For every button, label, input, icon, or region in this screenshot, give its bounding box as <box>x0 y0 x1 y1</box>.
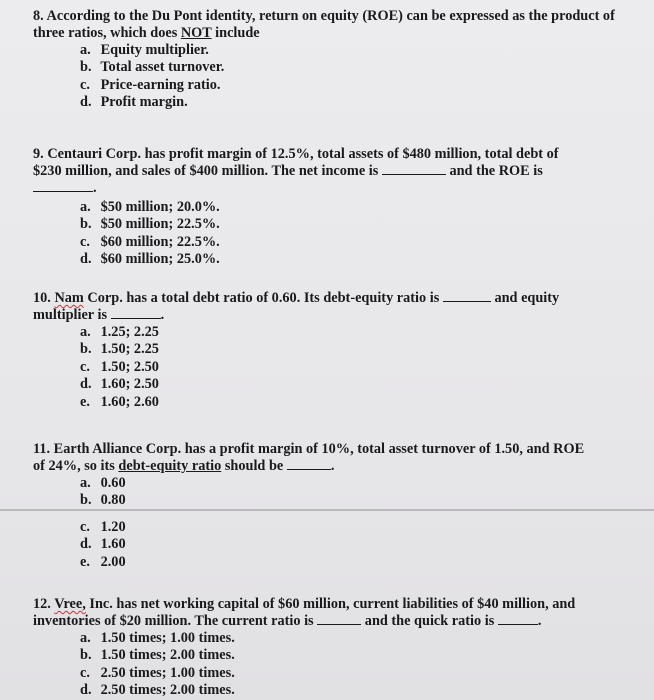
question-9-stem: 9. Centauri Corp. has profit margin of 12.5%, total assets of $480 million, total debt of $230 million, and sales of $400 million. The net income is and the ROE is . <box>33 146 559 196</box>
option-item: c. $60 million; 22.5%. <box>80 233 220 250</box>
answer-blank <box>382 163 446 175</box>
question-11-options-bottom <box>33 519 633 571</box>
option-item: d. $60 million; 25.0%. <box>80 251 220 268</box>
option-item: b. 0.80 <box>80 492 126 509</box>
option-item: e. 1.60; 2.60 <box>80 393 159 410</box>
question-12 <box>33 596 633 700</box>
option-item: e. 2.00 <box>80 553 126 570</box>
option-item: b. 1.50 times; 2.00 times. <box>80 647 235 664</box>
option-item: a. 0.60 <box>80 475 126 491</box>
question-10 <box>33 290 633 411</box>
question-9 <box>33 146 633 269</box>
answer-blank <box>33 180 93 192</box>
answer-blank <box>498 613 538 625</box>
question-11 <box>33 441 633 510</box>
option-item: b. Total asset turnover. <box>80 59 225 76</box>
answer-blank <box>317 613 361 625</box>
option-item: b. 1.50; 2.25 <box>80 341 159 358</box>
question-12-options <box>33 630 633 700</box>
option-item: a. 1.25; 2.25 <box>80 324 159 340</box>
question-11-stem: 11. Earth Alliance Corp. has a profit margin of 10%, total asset turnover of 1.50, and ROE of 24%, so its debt-equity ratio should be . <box>33 441 585 474</box>
option-item: c. 1.50; 2.50 <box>80 358 159 375</box>
question-11-continued <box>33 519 633 571</box>
question-9-options <box>33 199 633 269</box>
option-item: c. 2.50 times; 1.00 times. <box>80 664 235 681</box>
question-12-stem: 12. Vree, Inc. has net working capital of $60 million, current liabilities of $40 million, and inventories of $20 million. The current ratio is and the quick ratio is . <box>33 596 576 629</box>
option-item: c. Price-earning ratio. <box>80 76 221 93</box>
question-10-stem: 10. Nam Corp. has a total debt ratio of 0.60. Its debt-equity ratio is and equity multiplier is . <box>33 290 560 323</box>
option-item: d. 1.60 <box>80 536 126 553</box>
option-item: d. Profit margin. <box>80 94 188 111</box>
option-item: a. $50 million; 20.0%. <box>80 199 220 215</box>
question-8-stem: 8. According to the Du Pont identity, return on equity (ROE) can be expressed as the product of three ratios, which does NOT include <box>33 8 615 41</box>
option-item: c. 1.20 <box>80 519 126 535</box>
option-item: a. Equity multiplier. <box>80 42 209 58</box>
answer-blank <box>443 290 491 302</box>
answer-blank <box>111 307 161 319</box>
question-8-options <box>33 42 633 112</box>
answer-blank <box>287 458 331 470</box>
question-8 <box>33 8 633 112</box>
question-11-options-top <box>33 475 633 510</box>
option-item: d. 2.50 times; 2.00 times. <box>80 682 235 699</box>
option-item: a. 1.50 times; 1.00 times. <box>80 630 235 646</box>
question-10-options <box>33 324 633 411</box>
option-item: d. 1.60; 2.50 <box>80 376 159 393</box>
option-item: b. $50 million; 22.5%. <box>80 216 220 233</box>
